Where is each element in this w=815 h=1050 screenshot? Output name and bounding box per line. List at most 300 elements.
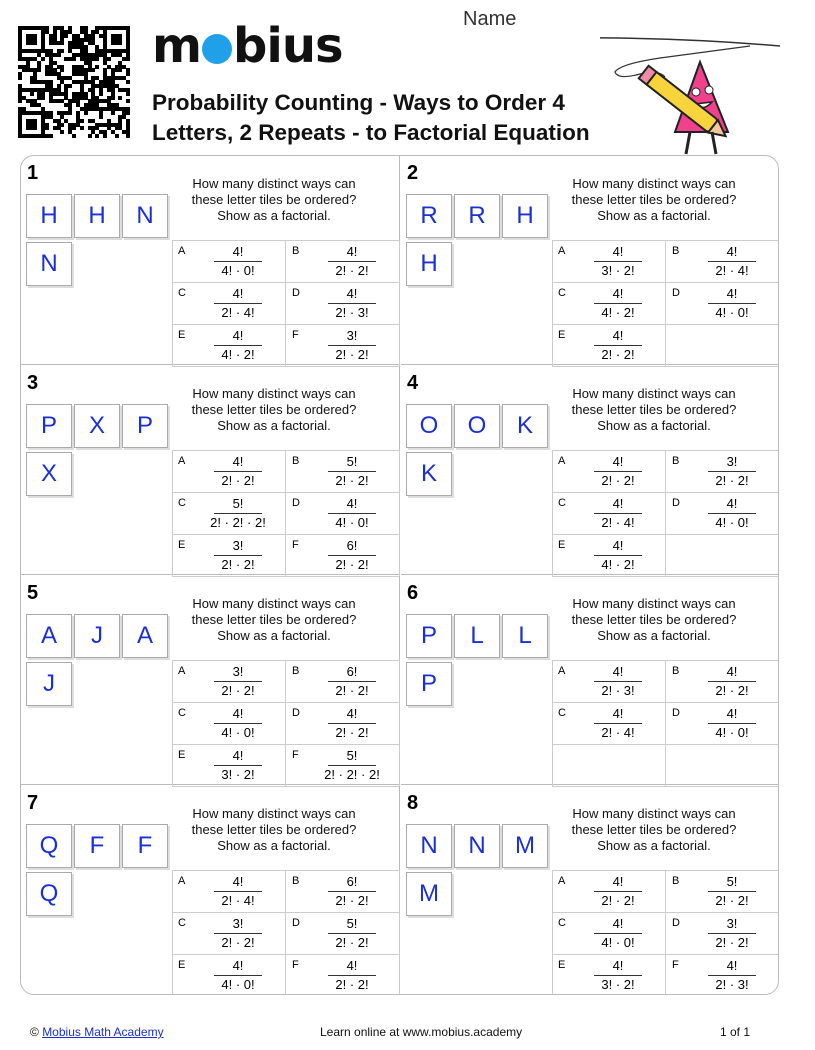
qr-module xyxy=(18,99,22,103)
fraction-bar xyxy=(214,681,262,682)
fraction-bar xyxy=(594,555,642,556)
fraction-denominator: 2! · 2! xyxy=(335,935,369,950)
factorial-fraction xyxy=(578,454,658,489)
letter-tile: N xyxy=(26,242,72,286)
fraction-denominator: 2! · 2! xyxy=(335,557,369,572)
fraction-denominator: 2! · 2! xyxy=(715,893,749,908)
letter-tile: Q xyxy=(26,872,72,916)
letter-tile: J xyxy=(26,662,72,706)
fraction-denominator: 2! · 4! xyxy=(601,515,635,530)
fraction-numerator: 4! xyxy=(726,286,738,301)
choice-label: A xyxy=(558,245,566,257)
factorial-fraction xyxy=(198,244,278,279)
fraction-numerator: 4! xyxy=(232,286,244,301)
fraction-numerator: 5! xyxy=(346,748,358,763)
factorial-fraction xyxy=(198,328,278,363)
fraction-numerator: 6! xyxy=(346,874,358,889)
fraction-denominator: 2! · 2! xyxy=(335,977,369,992)
factorial-fraction xyxy=(578,286,658,321)
letter-tile: F xyxy=(74,824,120,868)
fraction-numerator: 4! xyxy=(726,958,738,973)
choice-label: E xyxy=(178,749,186,761)
problem-cell xyxy=(21,156,400,365)
problem-number: 7 xyxy=(27,792,39,814)
qr-module xyxy=(103,134,107,138)
title-line-1: Probability Counting - Ways to Order 4 xyxy=(152,90,565,115)
fraction-denominator: 2! · 2! xyxy=(221,473,255,488)
answer-choice[interactable] xyxy=(172,745,286,787)
fraction-denominator: 3! · 2! xyxy=(601,977,635,992)
answer-choice[interactable] xyxy=(286,745,400,787)
fraction-numerator: 4! xyxy=(232,454,244,469)
fraction-numerator: 4! xyxy=(232,244,244,259)
choice-label: E xyxy=(558,959,566,971)
fraction-bar xyxy=(594,303,642,304)
qr-module xyxy=(107,57,111,61)
fraction-bar xyxy=(594,261,642,262)
answer-choice[interactable] xyxy=(172,871,286,913)
problem-cell xyxy=(21,786,400,995)
factorial-fraction xyxy=(692,454,772,489)
fraction-numerator: 4! xyxy=(232,706,244,721)
problem-cell xyxy=(401,366,779,575)
qr-module xyxy=(60,130,64,134)
choice-label: C xyxy=(558,917,566,929)
factorial-fraction xyxy=(578,496,658,531)
choice-label: C xyxy=(178,287,186,299)
choice-label: B xyxy=(292,665,300,677)
choice-label: C xyxy=(178,707,186,719)
qr-module xyxy=(68,84,72,88)
fraction-bar xyxy=(214,891,262,892)
fraction-denominator: 2! · 2! xyxy=(221,557,255,572)
answer-choice[interactable] xyxy=(286,661,400,703)
footer-learn-online: Learn online at www.mobius.academy xyxy=(320,1025,523,1039)
fraction-bar xyxy=(594,975,642,976)
fraction-denominator: 4! · 0! xyxy=(715,305,749,320)
problem-cell xyxy=(401,786,779,995)
fraction-numerator: 4! xyxy=(612,496,624,511)
fraction-bar xyxy=(328,933,376,934)
answer-choice[interactable] xyxy=(286,955,400,995)
choice-label: F xyxy=(292,749,299,761)
factorial-fraction xyxy=(312,496,392,531)
mobius-academy-link[interactable]: Mobius Math Academy xyxy=(42,1025,164,1039)
answer-choice[interactable] xyxy=(552,913,666,955)
fraction-numerator: 4! xyxy=(612,244,624,259)
fraction-numerator: 3! xyxy=(232,538,244,553)
fraction-numerator: 4! xyxy=(612,664,624,679)
fraction-numerator: 4! xyxy=(612,916,624,931)
factorial-fraction xyxy=(578,706,658,741)
qr-module xyxy=(33,126,37,130)
qr-module xyxy=(18,76,22,80)
answer-choice[interactable] xyxy=(172,493,286,535)
factorial-fraction xyxy=(312,244,392,279)
answer-choice[interactable] xyxy=(552,241,666,283)
fraction-denominator: 2! · 4! xyxy=(221,893,255,908)
question-text: How many distinct ways can these letter tiles be ordered? Show as a factorial. xyxy=(191,386,357,433)
question-text: How many distinct ways can these letter tiles be ordered? Show as a factorial. xyxy=(571,176,737,223)
answer-choice[interactable] xyxy=(666,913,779,955)
answer-choice[interactable] xyxy=(286,283,400,325)
logo-drop-icon xyxy=(202,34,232,64)
answer-choice[interactable] xyxy=(172,913,286,955)
factorial-fraction xyxy=(198,958,278,993)
letter-tile: O xyxy=(454,404,500,448)
answer-choices xyxy=(552,240,779,366)
fraction-denominator: 2! · 2! xyxy=(715,683,749,698)
choice-label: E xyxy=(178,959,186,971)
fraction-numerator: 4! xyxy=(612,328,624,343)
fraction-denominator: 4! · 0! xyxy=(715,515,749,530)
fraction-bar xyxy=(708,933,756,934)
answer-choice[interactable] xyxy=(286,535,400,577)
factorial-fraction xyxy=(312,916,392,951)
fraction-denominator: 3! · 2! xyxy=(221,767,255,782)
factorial-fraction xyxy=(578,916,658,951)
choice-label: A xyxy=(178,245,186,257)
fraction-denominator: 2! · 2! xyxy=(335,347,369,362)
fraction-bar xyxy=(214,261,262,262)
factorial-fraction xyxy=(198,664,278,699)
fraction-numerator: 4! xyxy=(726,664,738,679)
answer-choice[interactable] xyxy=(666,451,779,493)
choice-label: C xyxy=(558,287,566,299)
choice-label: B xyxy=(672,455,680,467)
factorial-fraction xyxy=(198,286,278,321)
fraction-denominator: 4! · 0! xyxy=(335,515,369,530)
fraction-bar xyxy=(328,555,376,556)
problem-number: 1 xyxy=(27,162,39,184)
fraction-numerator: 6! xyxy=(346,538,358,553)
answer-choice[interactable] xyxy=(666,283,779,325)
qr-module xyxy=(118,68,122,72)
fraction-numerator: 3! xyxy=(232,916,244,931)
fraction-numerator: 4! xyxy=(612,706,624,721)
choice-label: D xyxy=(292,707,300,719)
factorial-fraction xyxy=(692,496,772,531)
fraction-bar xyxy=(328,345,376,346)
factorial-fraction xyxy=(692,916,772,951)
letter-tile: X xyxy=(74,404,120,448)
choice-label: F xyxy=(292,539,299,551)
page-title xyxy=(152,88,672,148)
answer-choice[interactable] xyxy=(172,325,286,367)
fraction-bar xyxy=(214,723,262,724)
letter-tile: H xyxy=(26,194,72,238)
answer-choice[interactable] xyxy=(666,493,779,535)
fraction-bar xyxy=(328,723,376,724)
letter-tile: M xyxy=(406,872,452,916)
footer-page-number: 1 of 1 xyxy=(720,1025,751,1039)
problem-cell xyxy=(21,366,400,575)
choice-label: C xyxy=(558,497,566,509)
choice-label: A xyxy=(558,455,566,467)
fraction-numerator: 4! xyxy=(232,328,244,343)
answer-choice[interactable] xyxy=(286,703,400,745)
letter-tile: H xyxy=(74,194,120,238)
fraction-denominator: 2! · 2! xyxy=(715,935,749,950)
qr-module xyxy=(60,41,64,45)
answer-choice[interactable] xyxy=(172,955,286,995)
problem-number: 3 xyxy=(27,372,39,394)
fraction-numerator: 4! xyxy=(346,244,358,259)
answer-choice[interactable] xyxy=(666,955,779,995)
fraction-bar xyxy=(594,723,642,724)
qr-module xyxy=(30,92,34,96)
qr-module xyxy=(41,57,45,61)
factorial-fraction xyxy=(692,874,772,909)
fraction-denominator: 2! · 2! xyxy=(221,683,255,698)
fraction-bar xyxy=(594,681,642,682)
answer-choices xyxy=(172,870,400,995)
choice-label: F xyxy=(672,959,679,971)
question-text: How many distinct ways can these letter tiles be ordered? Show as a factorial. xyxy=(191,806,357,853)
answer-choice[interactable] xyxy=(552,493,666,535)
answer-choice[interactable] xyxy=(172,283,286,325)
qr-module xyxy=(126,99,130,103)
factorial-fraction xyxy=(692,958,772,993)
letter-tile: F xyxy=(122,824,168,868)
fraction-bar xyxy=(328,303,376,304)
letter-tile: P xyxy=(122,404,168,448)
fraction-denominator: 2! · 2! xyxy=(335,473,369,488)
answer-choice[interactable] xyxy=(552,661,666,703)
qr-module xyxy=(41,96,45,100)
fraction-bar xyxy=(328,891,376,892)
answer-choices xyxy=(552,660,779,786)
letter-tile: P xyxy=(26,404,72,448)
fraction-bar xyxy=(708,681,756,682)
fraction-numerator: 4! xyxy=(726,244,738,259)
fraction-bar xyxy=(214,765,262,766)
factorial-fraction xyxy=(198,538,278,573)
fraction-numerator: 4! xyxy=(346,286,358,301)
answer-choice[interactable] xyxy=(552,283,666,325)
problem-number: 2 xyxy=(407,162,419,184)
answer-choice[interactable] xyxy=(552,703,666,745)
empty-choice-slot xyxy=(552,745,666,787)
letter-tile: N xyxy=(406,824,452,868)
fraction-denominator: 2! · 2! xyxy=(601,893,635,908)
fraction-numerator: 4! xyxy=(346,958,358,973)
fraction-denominator: 4! · 2! xyxy=(601,305,635,320)
letter-tile: R xyxy=(454,194,500,238)
empty-choice-slot xyxy=(666,325,779,367)
fraction-numerator: 5! xyxy=(346,916,358,931)
answer-choice[interactable] xyxy=(286,913,400,955)
answer-choice[interactable] xyxy=(286,871,400,913)
fraction-numerator: 4! xyxy=(346,496,358,511)
fraction-denominator: 4! · 0! xyxy=(221,263,255,278)
fraction-numerator: 4! xyxy=(612,538,624,553)
letter-tile: P xyxy=(406,614,452,658)
fraction-bar xyxy=(328,261,376,262)
choice-label: C xyxy=(178,497,186,509)
answer-choice[interactable] xyxy=(552,871,666,913)
factorial-fraction xyxy=(312,748,392,783)
answer-choice[interactable] xyxy=(552,325,666,367)
fraction-bar xyxy=(328,975,376,976)
qr-module xyxy=(126,72,130,76)
answer-choice[interactable] xyxy=(172,241,286,283)
problem-cell xyxy=(21,576,400,785)
fraction-denominator: 2! · 3! xyxy=(601,683,635,698)
answer-choices xyxy=(552,450,779,576)
copyright-symbol: © xyxy=(30,1025,39,1039)
question-text: How many distinct ways can these letter tiles be ordered? Show as a factorial. xyxy=(191,176,357,223)
fraction-denominator: 4! · 0! xyxy=(715,725,749,740)
qr-module xyxy=(115,134,119,138)
factorial-fraction xyxy=(692,664,772,699)
answer-choice[interactable] xyxy=(286,325,400,367)
qr-module xyxy=(84,111,88,115)
answer-choice[interactable] xyxy=(172,451,286,493)
choice-label: E xyxy=(178,329,186,341)
choice-label: A xyxy=(178,455,186,467)
letter-tile: A xyxy=(122,614,168,658)
answer-choice[interactable] xyxy=(552,535,666,577)
answer-choice[interactable] xyxy=(666,661,779,703)
fraction-bar xyxy=(594,891,642,892)
title-line-2: Letters, 2 Repeats - to Factorial Equation xyxy=(152,120,590,145)
answer-choice[interactable] xyxy=(286,241,400,283)
choice-label: D xyxy=(672,497,680,509)
fraction-denominator: 4! · 0! xyxy=(601,935,635,950)
fraction-numerator: 4! xyxy=(612,286,624,301)
qr-module xyxy=(95,57,99,61)
qr-module xyxy=(60,123,64,127)
fraction-bar xyxy=(708,471,756,472)
choice-label: D xyxy=(672,917,680,929)
choice-label: F xyxy=(292,329,299,341)
fraction-numerator: 4! xyxy=(232,748,244,763)
qr-module xyxy=(64,34,68,38)
factorial-fraction xyxy=(198,706,278,741)
fraction-denominator: 4! · 2! xyxy=(601,557,635,572)
fraction-bar xyxy=(594,471,642,472)
fraction-numerator: 4! xyxy=(612,454,624,469)
fraction-numerator: 6! xyxy=(346,664,358,679)
qr-module xyxy=(37,68,41,72)
letter-tile: O xyxy=(406,404,452,448)
qr-module xyxy=(91,68,95,72)
letter-tile: X xyxy=(26,452,72,496)
choice-label: F xyxy=(292,959,299,971)
answer-choices xyxy=(172,660,400,786)
factorial-fraction xyxy=(198,748,278,783)
answer-choice[interactable] xyxy=(666,241,779,283)
answer-choice[interactable] xyxy=(552,451,666,493)
letter-tile: L xyxy=(454,614,500,658)
factorial-fraction xyxy=(312,538,392,573)
qr-module xyxy=(126,92,130,96)
factorial-fraction xyxy=(198,496,278,531)
qr-module xyxy=(126,57,130,61)
qr-module xyxy=(118,96,122,100)
fraction-denominator: 2! · 4! xyxy=(221,305,255,320)
answer-choices xyxy=(172,240,400,366)
answer-choice[interactable] xyxy=(172,661,286,703)
footer-copyright xyxy=(30,1025,164,1039)
qr-module xyxy=(57,53,61,57)
choice-label: D xyxy=(292,917,300,929)
mobius-logo: m bius xyxy=(152,18,343,74)
fraction-bar xyxy=(328,513,376,514)
fraction-numerator: 3! xyxy=(346,328,358,343)
fraction-numerator: 4! xyxy=(346,706,358,721)
letter-tile: H xyxy=(502,194,548,238)
factorial-fraction xyxy=(692,706,772,741)
answer-choices xyxy=(552,870,779,995)
fraction-numerator: 3! xyxy=(726,916,738,931)
fraction-numerator: 4! xyxy=(612,958,624,973)
letter-tile: M xyxy=(502,824,548,868)
fraction-bar xyxy=(214,975,262,976)
factorial-fraction xyxy=(692,286,772,321)
qr-module xyxy=(45,126,49,130)
qr-module xyxy=(111,111,115,115)
fraction-denominator: 2! · 4! xyxy=(715,263,749,278)
qr-module xyxy=(95,65,99,69)
question-text: How many distinct ways can these letter tiles be ordered? Show as a factorial. xyxy=(571,806,737,853)
qr-module xyxy=(60,68,64,72)
factorial-fraction xyxy=(198,916,278,951)
answer-choices xyxy=(172,450,400,576)
problem-number: 4 xyxy=(407,372,419,394)
letter-tile: J xyxy=(74,614,120,658)
choice-label: D xyxy=(292,497,300,509)
fraction-bar xyxy=(214,513,262,514)
choice-label: C xyxy=(558,707,566,719)
choice-label: B xyxy=(672,875,680,887)
answer-choice[interactable] xyxy=(552,955,666,995)
question-text: How many distinct ways can these letter tiles be ordered? Show as a factorial. xyxy=(571,596,737,643)
qr-module xyxy=(60,49,64,53)
problem-cell xyxy=(401,576,779,785)
fraction-bar xyxy=(708,261,756,262)
fraction-numerator: 5! xyxy=(346,454,358,469)
letter-tile: N xyxy=(454,824,500,868)
answer-choice[interactable] xyxy=(172,703,286,745)
fraction-bar xyxy=(708,513,756,514)
choice-label: B xyxy=(672,665,680,677)
answer-choice[interactable] xyxy=(666,703,779,745)
factorial-fraction xyxy=(578,664,658,699)
qr-module xyxy=(126,111,130,115)
fraction-numerator: 4! xyxy=(612,874,624,889)
problem-cell xyxy=(401,156,779,365)
choice-label: E xyxy=(558,539,566,551)
fraction-denominator: 2! · 2! xyxy=(335,683,369,698)
fraction-denominator: 2! · 2! xyxy=(335,725,369,740)
qr-module xyxy=(88,134,92,138)
letter-tile: H xyxy=(406,242,452,286)
answer-choice[interactable] xyxy=(286,493,400,535)
fraction-denominator: 2! · 2! xyxy=(715,473,749,488)
answer-choice[interactable] xyxy=(666,871,779,913)
fraction-bar xyxy=(708,303,756,304)
choice-label: A xyxy=(558,665,566,677)
answer-choice[interactable] xyxy=(172,535,286,577)
factorial-fraction xyxy=(578,244,658,279)
fraction-bar xyxy=(214,345,262,346)
empty-choice-slot xyxy=(666,745,779,787)
factorial-fraction xyxy=(578,958,658,993)
answer-choice[interactable] xyxy=(286,451,400,493)
name-label: Name xyxy=(463,8,517,30)
